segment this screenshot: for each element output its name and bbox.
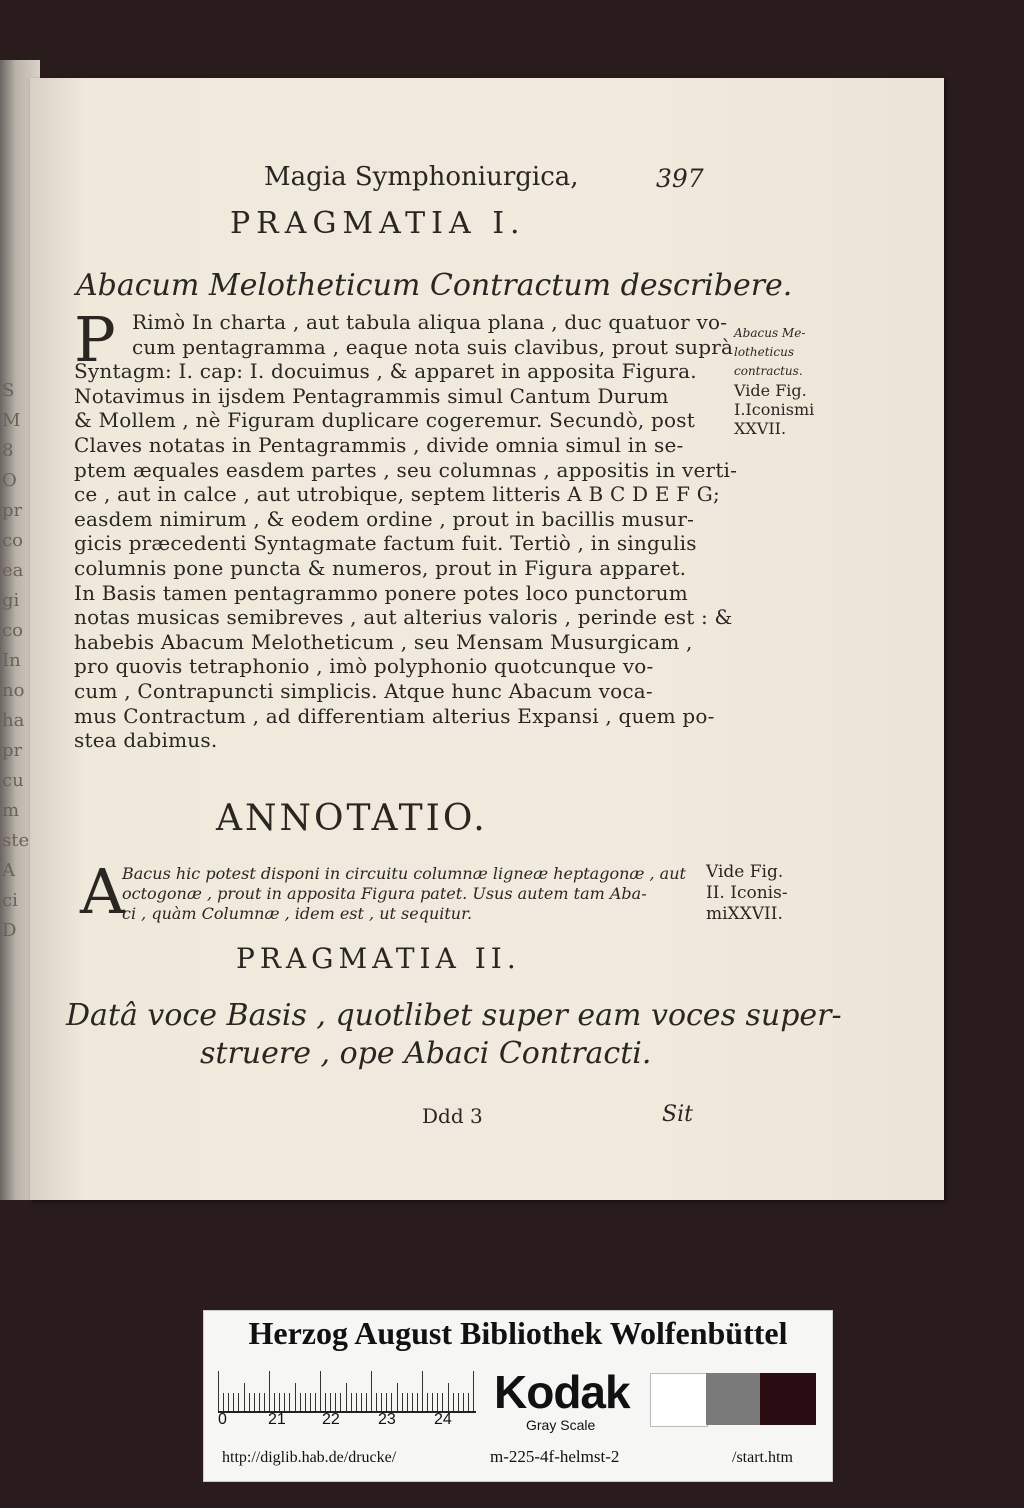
catchword: Sit <box>662 1102 693 1127</box>
body-line: Syntagm: I. cap: I. docuimus , & apparet in apposita Figura. <box>74 359 697 384</box>
body-line: cum , Contrapuncti simplicis. Atque hunc Abacum voca- <box>74 678 653 703</box>
adjacent-page-fragment: ea <box>2 560 24 581</box>
margin-note-line: Vide Fig. <box>734 381 807 400</box>
adjacent-page-fragment: co <box>2 620 23 641</box>
ruler-tick <box>335 1393 336 1411</box>
ruler-tick <box>315 1393 316 1411</box>
ruler-tick <box>320 1371 321 1411</box>
adjacent-page-fragment: A <box>2 860 15 881</box>
annotatio-text <box>122 864 702 924</box>
body-line: stea dabimus. <box>74 728 218 753</box>
drop-cap-a: A <box>80 855 125 928</box>
ruler-tick <box>249 1393 250 1411</box>
section-subtitle-2-line1: Datâ voce Basis , quotlibet super eam voces super- <box>66 998 842 1033</box>
section-subtitle-2-line2: struere , ope Abaci Contracti. <box>200 1036 652 1071</box>
body-line: mus Contractum , ad differentiam alterius Expansi , quem po- <box>74 703 715 728</box>
ruler-tick <box>233 1393 234 1411</box>
ruler-tick <box>356 1393 357 1411</box>
ruler-tick <box>340 1393 341 1411</box>
body-text <box>74 303 738 753</box>
body-line: notas musicas semibreves , aut alterius valoris , perinde est : & <box>74 605 733 630</box>
ruler-tick <box>295 1383 296 1411</box>
library-url[interactable]: http://diglib.hab.de/drucke/ <box>222 1449 397 1466</box>
annotatio-line: Bacus hic potest disponi in circuitu columnæ ligneæ heptagonæ , aut <box>122 864 686 883</box>
annotatio-line: octogonæ , prout in apposita Figura patet. Usus autem tam Aba- <box>122 884 647 903</box>
section-heading-2: PRAGMATIA II. <box>236 942 521 975</box>
ruler-number: 24 <box>434 1411 452 1428</box>
ruler-tick <box>254 1393 255 1411</box>
ruler-tick <box>473 1371 474 1411</box>
swatch-gray <box>706 1373 760 1425</box>
signature-mark: Ddd 3 <box>422 1104 483 1128</box>
ruler-tick <box>223 1393 224 1411</box>
margin-note-1 <box>734 324 814 438</box>
adjacent-page-fragment: O <box>2 470 17 491</box>
margin-note-line: lotheticus <box>734 345 794 359</box>
ruler-tick <box>442 1393 443 1411</box>
ruler-tick <box>397 1383 398 1411</box>
ruler-tick <box>437 1393 438 1411</box>
ruler-tick <box>259 1393 260 1411</box>
ruler-tick <box>305 1393 306 1411</box>
adjacent-page-fragment: no <box>2 680 25 701</box>
book-page <box>30 78 944 1200</box>
ruler-tick <box>346 1383 347 1411</box>
ruler-tick <box>371 1371 372 1411</box>
margin-note-line: I.Iconismi <box>734 400 815 419</box>
ruler-tick <box>218 1371 219 1411</box>
ruler-tick <box>432 1393 433 1411</box>
ruler-tick <box>244 1383 245 1411</box>
body-line: In Basis tamen pentagrammo ponere potes loco punctorum <box>74 580 688 605</box>
ruler-tick <box>468 1393 469 1411</box>
margin-note-2 <box>706 862 788 925</box>
adjacent-page-fragment: gi <box>2 590 20 611</box>
ruler-tick <box>228 1393 229 1411</box>
ruler <box>218 1369 476 1413</box>
ruler-tick <box>264 1393 265 1411</box>
ruler-tick <box>448 1383 449 1411</box>
body-line: cum pentagramma , eaque nota suis clavibus, prout suprà <box>132 334 734 359</box>
adjacent-page-fragment: 8 <box>2 440 14 461</box>
ruler-tick <box>300 1393 301 1411</box>
ruler-tick <box>279 1393 280 1411</box>
margin-note-line: Abacus Me- <box>734 326 806 340</box>
section-subtitle-1: Abacum Melotheticum Contractum describere. <box>76 268 793 303</box>
annotatio-line: ci , quàm Columnæ , idem est , ut sequitur. <box>122 904 473 923</box>
swatch-black <box>760 1373 816 1425</box>
ruler-tick <box>330 1393 331 1411</box>
ruler-tick <box>412 1393 413 1411</box>
ruler-number: 22 <box>322 1411 340 1428</box>
start-link[interactable]: /start.htm <box>732 1449 793 1466</box>
adjacent-page-fragment: S <box>2 380 15 401</box>
body-line: Notavimus in ijsdem Pentagrammis simul Cantum Durum <box>74 383 669 408</box>
annotatio-margin-line: miXXVII. <box>706 904 783 924</box>
kodak-logo: Kodak <box>494 1366 630 1418</box>
body-line: columnis pone puncta & numeros, prout in Figura apparet. <box>74 555 687 580</box>
ruler-tick <box>422 1371 423 1411</box>
ruler-tick <box>284 1393 285 1411</box>
ruler-tick <box>366 1393 367 1411</box>
adjacent-page-fragment: pr <box>2 740 23 761</box>
ruler-tick <box>407 1393 408 1411</box>
ruler-tick <box>351 1393 352 1411</box>
running-header: Magia Symphoniurgica, <box>264 162 579 192</box>
adjacent-page-fragment: M <box>2 410 21 431</box>
ruler-tick <box>310 1393 311 1411</box>
adjacent-page-fragment: pr <box>2 500 23 521</box>
adjacent-page-fragment: cu <box>2 770 24 791</box>
annotatio-heading: ANNOTATIO. <box>216 798 488 839</box>
library-color-bar <box>203 1310 833 1482</box>
shelfmark: m-225-4f-helmst-2 <box>490 1447 620 1466</box>
ruler-tick <box>402 1393 403 1411</box>
ruler-tick <box>274 1393 275 1411</box>
body-line: ptem æquales easdem partes , seu columnas , appositis in verti- <box>74 457 738 482</box>
ruler-tick <box>458 1393 459 1411</box>
body-line: habebis Abacum Melotheticum , seu Mensam Musurgicam , <box>74 629 693 654</box>
body-line: pro quovis tetraphonio , imò polyphonio quotcunque vo- <box>74 654 654 679</box>
annotatio-margin-line: Vide Fig. <box>706 862 784 882</box>
body-line: & Mollem , nè Figuram duplicare cogeremur. Secundò, post <box>74 408 695 433</box>
ruler-tick <box>289 1393 290 1411</box>
body-line: Rimò In charta , aut tabula aliqua plana , duc quatuor vo- <box>132 310 728 334</box>
ruler-tick <box>391 1393 392 1411</box>
adjacent-page-fragment: ste <box>2 830 30 851</box>
adjacent-page-fragment: In <box>2 650 21 671</box>
adjacent-page-fragment: co <box>2 530 23 551</box>
adjacent-page-fragment: m <box>2 800 20 821</box>
library-title: Herzog August Bibliothek Wolfenbüttel <box>248 1315 788 1351</box>
body-line: Claves notatas in Pentagrammis , divide omnia simul in se- <box>74 432 684 457</box>
ruler-tick <box>238 1393 239 1411</box>
annotatio-margin-line: II. Iconis- <box>706 883 788 903</box>
ruler-number: 21 <box>268 1411 286 1428</box>
ruler-tick <box>386 1393 387 1411</box>
body-line: ce , aut in calce , aut utrobique, septem litteris A B C D E F G; <box>74 482 720 507</box>
ruler-tick <box>361 1393 362 1411</box>
ruler-number: 23 <box>378 1411 396 1428</box>
adjacent-page-fragment: D <box>2 920 17 941</box>
ruler-tick <box>381 1393 382 1411</box>
section-heading-1: PRAGMATIA I. <box>230 206 526 241</box>
ruler-tick <box>269 1371 270 1411</box>
ruler-tick <box>453 1393 454 1411</box>
swatch-white <box>650 1373 708 1427</box>
ruler-tick <box>376 1393 377 1411</box>
margin-note-line: contractus. <box>734 364 803 378</box>
ruler-tick <box>463 1393 464 1411</box>
ruler-tick <box>417 1393 418 1411</box>
page-number: 397 <box>656 164 704 193</box>
margin-note-line: XXVII. <box>734 419 787 438</box>
drop-cap-p: P <box>74 303 116 376</box>
adjacent-page-fragment: ci <box>2 890 18 911</box>
body-line: gicis præcedenti Syntagmate factum fuit. Tertiò , in singulis <box>74 531 697 556</box>
ruler-tick <box>427 1393 428 1411</box>
body-line: easdem nimirum , & eodem ordine , prout in bacillis musur- <box>74 506 695 531</box>
adjacent-page-fragment: ha <box>2 710 25 731</box>
ruler-tick <box>325 1393 326 1411</box>
grayscale-label: Gray Scale <box>526 1417 596 1433</box>
ruler-number: 0 <box>218 1411 227 1428</box>
